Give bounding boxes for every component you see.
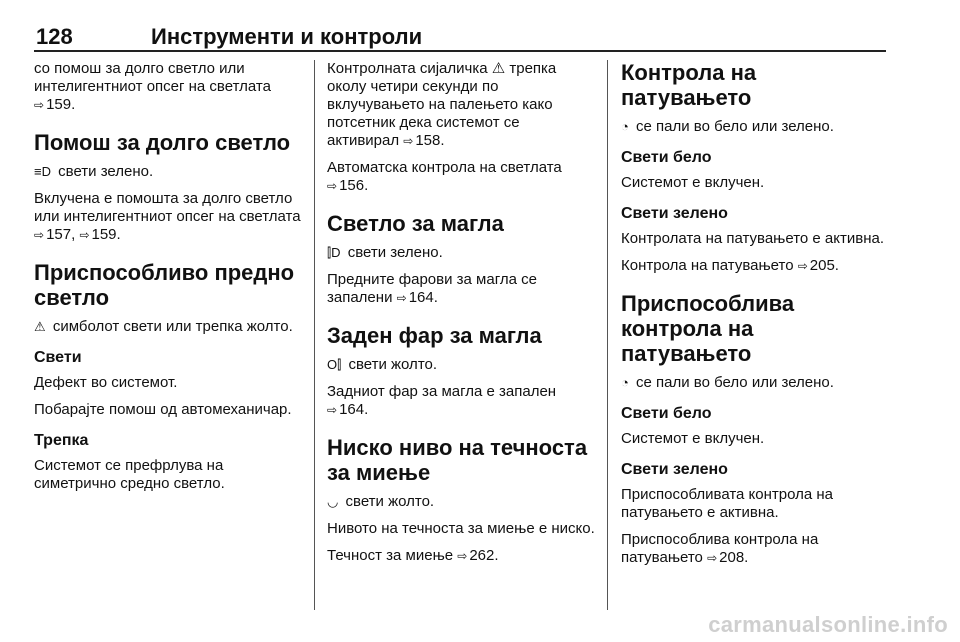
page-ref-link[interactable]: 159. [91,226,121,243]
paragraph: ⚠ симболот свети или трепка жолто. [34,318,293,335]
paragraph: Приспособливата контрола на патувањето е активна. [621,486,834,521]
section-title: Помош за долго светло [34,130,291,155]
column-2 [327,60,595,574]
paragraph: Предните фарови за магла се запалени ⇨ 164. [327,271,537,306]
paragraph: Системот е вклучен. [621,430,765,447]
page-title: Инструменти и контроли [151,24,423,49]
paragraph: Вклучена е помошта за долго светло или интелигентниот опсег на светлата ⇨ 157, ⇨ 159. [34,190,301,243]
cruise-control-icon: ◔ [621,119,629,134]
page-number: 128 [36,24,73,49]
page-ref-link[interactable]: 164. [339,401,369,418]
paragraph: Контролата на патувањето е активна. [621,230,885,247]
section-title: Заден фар за магла [327,323,542,348]
paragraph: со помош за долго светло или интелигентниот опсег на светлата ⇨ 159. [34,60,271,113]
page-ref-link[interactable]: 262. [469,547,499,564]
page-ref-arrow-icon: ⇨ [457,549,468,563]
paragraph: ⫿D свети зелено. [327,244,443,261]
subsection-title: Свети зелено [621,205,728,222]
page-ref-arrow-icon: ⇨ [707,551,718,565]
page-ref-link[interactable]: 205. [809,257,839,274]
subsection-title: Трепка [34,432,89,449]
paragraph: Течност за миење ⇨ 262. [327,547,499,564]
washer-fluid-icon: ◡ [327,494,339,509]
paragraph: Автоматска контрола на светлата ⇨ 156. [327,159,562,194]
column-divider-2 [607,60,608,610]
paragraph: Системот е вклучен. [621,174,765,191]
paragraph: Задниот фар за магла е запален ⇨ 164. [327,383,557,418]
paragraph: ◔ се пали во бело или зелено. [621,118,834,135]
page-ref-arrow-icon: ⇨ [34,98,45,112]
paragraph: Контрола на патувањето ⇨ 205. [621,257,839,274]
page-ref-link[interactable]: 158. [415,132,445,149]
subsection-title: Свети [34,349,82,366]
page-header [34,22,886,52]
paragraph: O⫿ свети жолто. [327,356,438,373]
page-ref-link[interactable]: 156. [339,177,369,194]
page-ref-arrow-icon: ⇨ [327,179,338,193]
column-divider-1 [314,60,315,610]
page-ref-link[interactable]: 157, [46,226,76,243]
page-ref-arrow-icon: ⇨ [396,291,407,305]
page-ref-link[interactable]: 159. [46,96,76,113]
page-ref-arrow-icon: ⇨ [327,403,338,417]
subsection-title: Свети бело [621,405,712,422]
paragraph: Контролната сијаличка ⚠ трепка околу четири секунди по вклучувањето на палењето како потсетник дека системот се активирал ⇨ 158. [327,60,557,149]
page-ref-link[interactable]: 208. [719,549,749,566]
paragraph: Приспособлива контрола на патувањето ⇨ 208. [621,531,819,566]
high-beam-assist-icon: ≡D [34,164,51,179]
paragraph: ◡ свети жолто. [327,493,435,510]
page-ref-arrow-icon: ⇨ [403,134,414,148]
subsection-title: Свети бело [621,149,712,166]
adaptive-cruise-control-icon: ◔ [621,375,629,390]
section-title: Приспособливо предно светло [34,260,295,310]
section-title: Контрола на патувањето [621,60,757,110]
section-title: Светло за магла [327,211,504,236]
paragraph: ≡D свети зелено. [34,163,154,180]
subsection-title: Свети зелено [621,461,728,478]
column-3 [621,60,889,576]
adaptive-headlight-icon: ⚠ [34,319,46,334]
front-fog-light-icon: ⫿D [327,245,341,260]
paragraph: Нивото на течноста за миење е ниско. [327,520,595,537]
paragraph: Системот се префрлува на симетрично средно светло. [34,457,225,492]
paragraph: Побарајте помош од автомеханичар. [34,401,292,418]
paragraph: ◔ се пали во бело или зелено. [621,374,834,391]
rear-fog-light-icon: O⫿ [327,357,342,372]
page-ref-arrow-icon: ⇨ [79,228,90,242]
page-ref-arrow-icon: ⇨ [34,228,45,242]
page-ref-link[interactable]: 164. [408,289,438,306]
paragraph: Дефект во системот. [34,374,178,391]
header-rule [34,50,886,52]
watermark: carmanualsonline.info [708,612,948,637]
section-title: Ниско ниво на течноста за миење [327,435,588,485]
page-ref-arrow-icon: ⇨ [797,259,808,273]
section-title: Приспособлива контрола на патувањето [621,291,795,366]
column-1 [34,60,302,502]
